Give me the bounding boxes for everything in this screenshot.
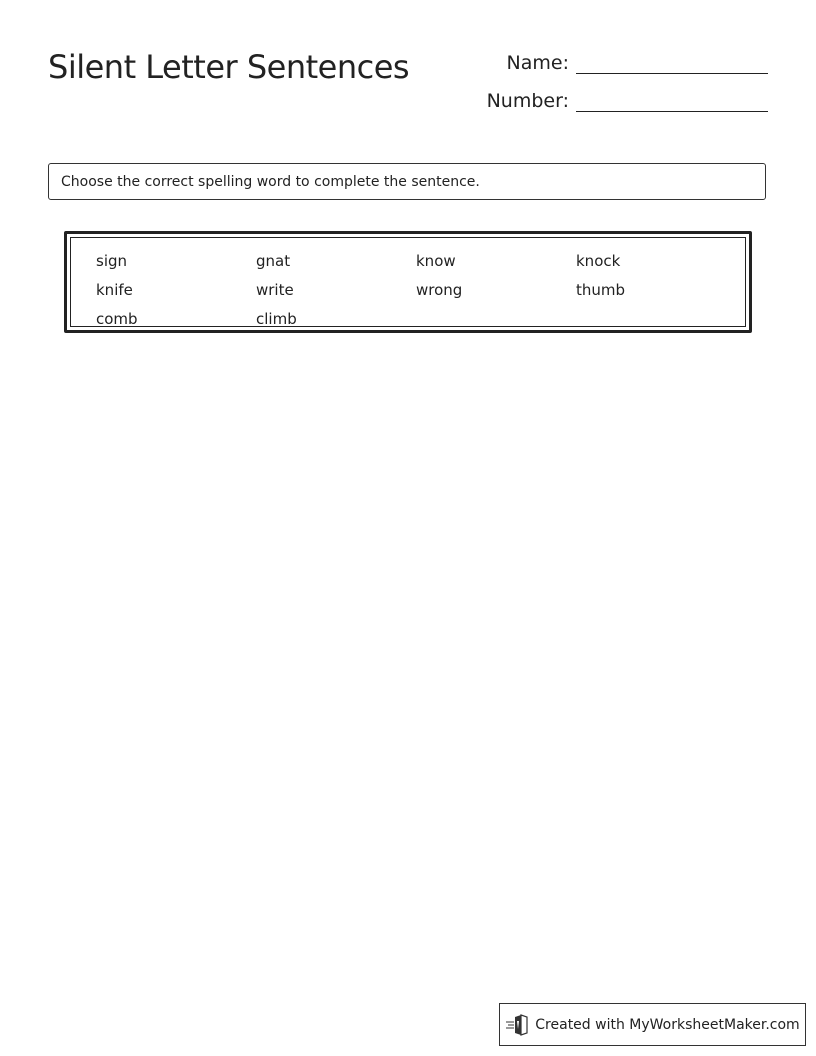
word-item: climb xyxy=(256,310,297,328)
word-bank xyxy=(64,231,752,333)
number-label: Number: xyxy=(486,90,569,112)
word-item: know xyxy=(416,252,456,270)
number-field xyxy=(487,90,768,112)
page-title: Silent Letter Sentences xyxy=(48,48,410,86)
word-item: wrong xyxy=(416,281,463,299)
footer-text: Created with MyWorksheetMaker.com xyxy=(535,1016,800,1033)
word-item: write xyxy=(256,281,294,299)
name-field xyxy=(507,52,768,74)
instructions-text: Choose the correct spelling word to complete the sentence. xyxy=(61,173,480,190)
word-bank-inner-border xyxy=(70,237,746,327)
word-item: knife xyxy=(96,281,133,299)
instructions-box xyxy=(48,163,766,200)
number-line xyxy=(576,111,768,112)
word-item: knock xyxy=(576,252,621,270)
worksheet-maker-logo-icon xyxy=(505,1014,529,1036)
name-label: Name: xyxy=(506,52,569,74)
word-item: comb xyxy=(96,310,138,328)
name-line xyxy=(576,73,768,74)
word-list xyxy=(96,247,736,334)
word-item: gnat xyxy=(256,252,291,270)
word-item: sign xyxy=(96,252,128,270)
word-item: thumb xyxy=(576,281,626,299)
footer-credit[interactable] xyxy=(499,1003,806,1046)
